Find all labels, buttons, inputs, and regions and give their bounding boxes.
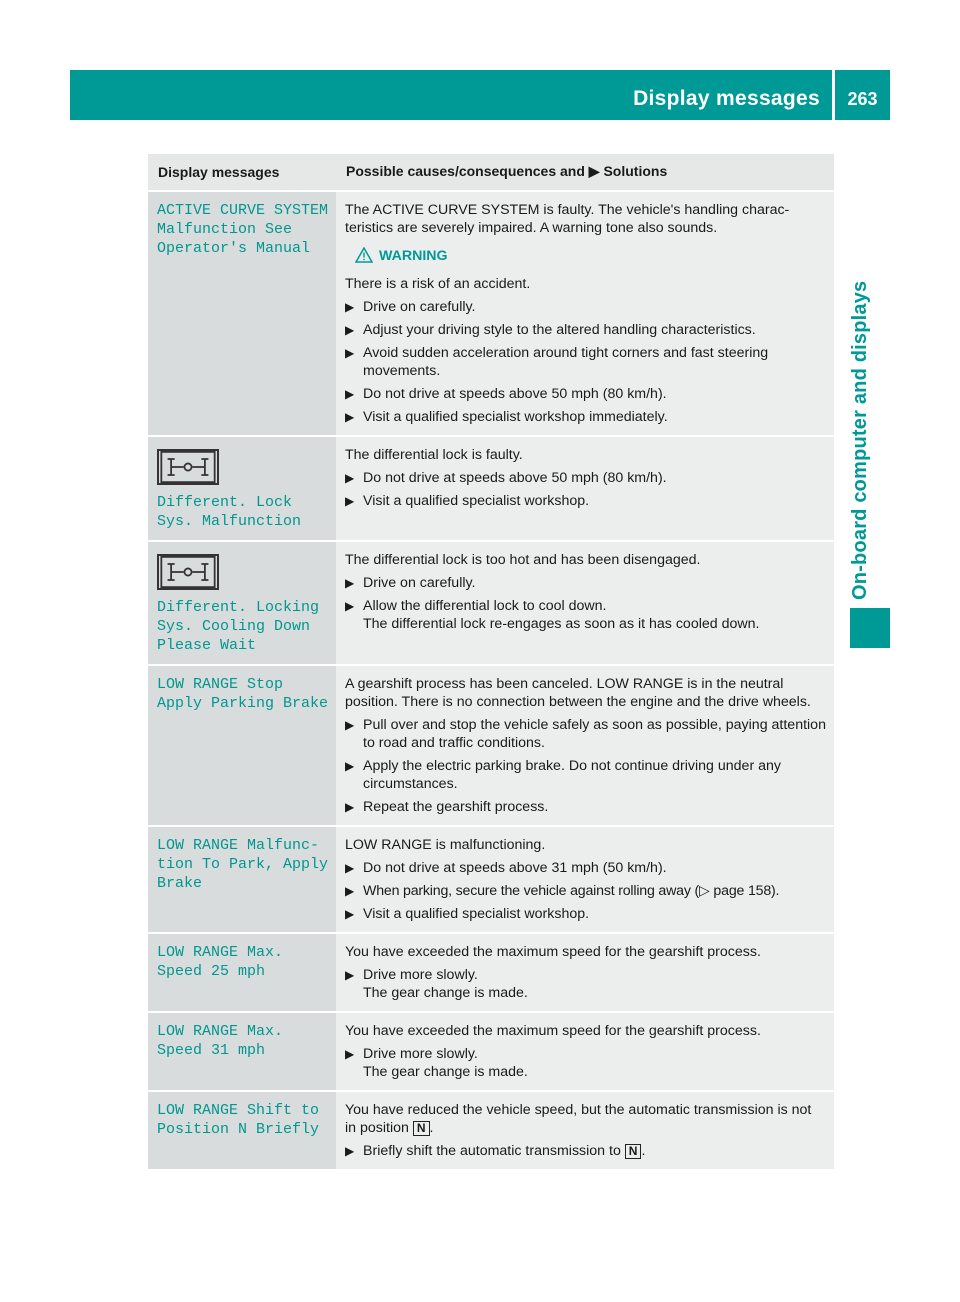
list-item: ▶ Drive more slowly. The gear change is made. [345,1046,528,1080]
column-header-text: Possible causes/consequences and [346,163,585,179]
description: You have reduced the vehicle speed, but the automatic transmission is not in position N . [345,1102,812,1136]
list-item: ▶ Avoid sudden acceleration around tight corners and fast steering movements. [345,345,769,379]
play-arrow-icon: ▶ [588,163,600,179]
differential-lock-icon [157,449,219,485]
play-arrow-icon: ▶ [345,346,355,360]
page-reference[interactable]: When parking, secure the vehicle against rolling away (▷ page 158). [363,883,780,899]
description: The differential lock is faulty. [345,447,523,463]
table-row [148,191,834,436]
display-message: ACTIVE CURVE SYSTEM Malfunction See Operator's Manual [157,202,329,257]
play-arrow-icon: ▶ [345,300,355,314]
list-item: ▶ Do not drive at speeds above 31 mph (50 km/h). [345,860,667,876]
list-item: ▶ Adjust your driving style to the altered handling characteristics. [345,322,756,338]
list-item: ▶ Visit a qualified specialist workshop. [345,493,590,509]
gear-n-icon: N [413,1121,430,1136]
description: You have exceeded the maximum speed for the gearshift process. [345,944,761,960]
play-arrow-icon: ▶ [345,968,355,982]
page-number: 263 [847,89,878,109]
play-arrow-icon: ▶ [345,323,355,337]
column-header-messages: Display messages [148,154,336,191]
play-arrow-icon: ▶ [345,884,355,898]
display-message: LOW RANGE Stop Apply Parking Brake [157,676,329,712]
table-row [148,1012,834,1091]
description: You have exceeded the maximum speed for the gearshift process. [345,1023,761,1039]
display-message: Different. Lock Sys. Malfunction [157,494,302,530]
list-item: ▶ Visit a qualified specialist workshop immediately. [345,409,668,425]
description: There is a risk of an accident. [345,276,531,292]
display-message: LOW RANGE Malfunc- tion To Park, Apply Brake [157,837,329,892]
list-item: ▶ Pull over and stop the vehicle safely as soon as possible, paying attention to road and traffic conditions. [345,717,826,751]
chapter-title: On-board computer and displays [849,280,871,600]
warning-triangle-icon [355,247,373,263]
display-message: LOW RANGE Shift to Position N Briefly [157,1102,320,1138]
play-arrow-icon: ▶ [345,759,355,773]
play-arrow-icon: ▶ [345,800,355,814]
play-arrow-icon: ▶ [345,576,355,590]
list-item: ▶ Do not drive at speeds above 50 mph (80 km/h). [345,470,667,486]
list-item: ▶ Drive more slowly. The gear change is made. [345,967,528,1001]
list-item: ▶ Drive on carefully. [345,299,476,315]
follow-up-text: The differential lock re-engages as soon as it has cooled down. [363,616,760,632]
column-header-suffix: Solutions [603,163,668,179]
play-arrow-icon: ▶ [345,907,355,921]
gear-n-icon: N [625,1144,642,1159]
play-arrow-icon: ▶ [345,471,355,485]
table-row [148,1091,834,1169]
display-message: LOW RANGE Max. Speed 25 mph [157,944,284,980]
display-messages-table [148,154,834,1169]
list-item: ▶ Visit a qualified specialist workshop. [345,906,590,922]
header-bar [70,70,890,120]
play-arrow-icon: ▶ [345,1144,355,1158]
column-header-solutions [336,154,834,191]
warning-text: WARNING [379,248,448,264]
list-item: ▶ Allow the differential lock to cool down. The differential lock re-engages as soon as it has cooled down. [345,598,760,632]
list-item: ▶ Do not drive at speeds above 50 mph (80 km/h). [345,386,667,402]
section-title: Display messages [633,87,820,110]
table-row [148,665,834,826]
table-row [148,826,834,933]
warning-label [345,247,826,265]
play-arrow-icon: ▶ [345,387,355,401]
list-item [345,882,826,900]
description: The ACTIVE CURVE SYSTEM is faulty. The vehicle's handling charac-teristics are severely impaired. A warning tone also sounds. [345,202,790,236]
follow-up-text: The gear change is made. [363,1064,528,1080]
play-arrow-icon: ▶ [345,1047,355,1061]
description: A gearshift process has been canceled. LOW RANGE is in the neutral position. There is no connection between the engine and the drive wheels. [345,676,811,710]
differential-lock-icon [157,554,219,590]
chapter-marker [850,608,890,648]
play-arrow-icon: ▶ [345,861,355,875]
follow-up-text: The gear change is made. [363,985,528,1001]
play-arrow-icon: ▶ [345,599,355,613]
list-item: ▶ Repeat the gearshift process. [345,799,549,815]
description: LOW RANGE is malfunctioning. [345,837,546,853]
play-arrow-icon: ▶ [345,494,355,508]
description: The differential lock is too hot and has been disengaged. [345,552,701,568]
play-arrow-icon: ▶ [345,410,355,424]
play-arrow-icon: ▶ [345,718,355,732]
display-message: Different. Locking Sys. Cooling Down Please Wait [157,599,320,654]
list-item: ▶ Apply the electric parking brake. Do not continue driving under any circumstances. [345,758,781,792]
display-message: LOW RANGE Max. Speed 31 mph [157,1023,284,1059]
list-item: ▶ Drive on carefully. [345,575,476,591]
table-row [148,933,834,1012]
table-row [148,541,834,665]
table-row [148,436,834,541]
list-item: ▶ Briefly shift the automatic transmission to N . [345,1143,646,1159]
